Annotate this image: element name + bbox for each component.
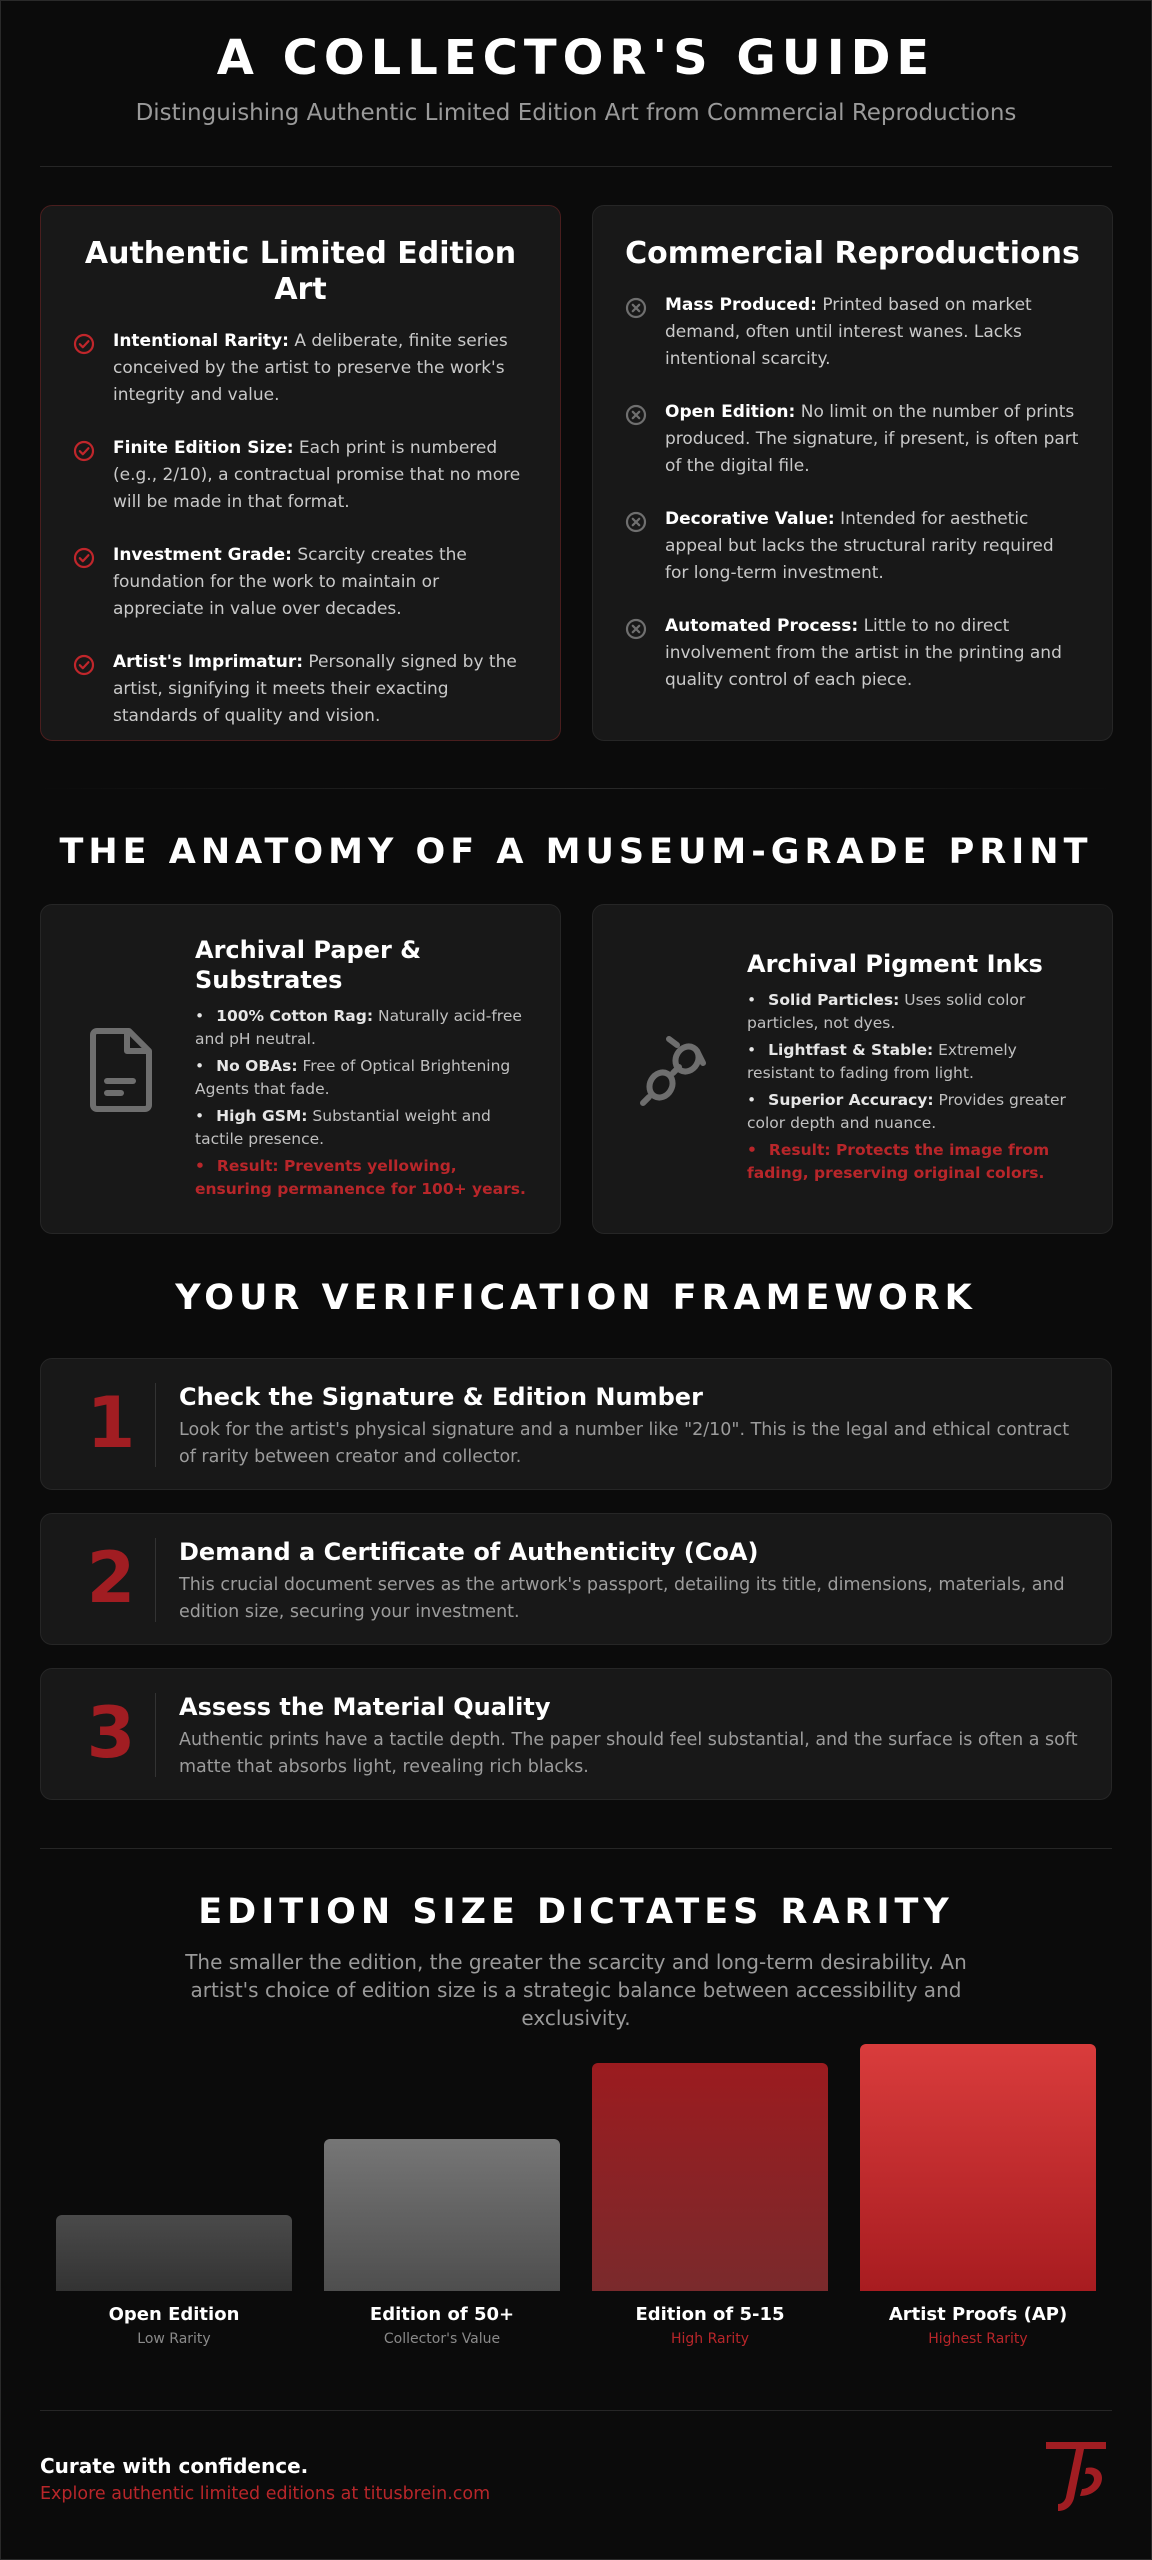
item-label: Finite Edition Size: — [113, 438, 294, 458]
x-circle-icon — [625, 404, 647, 426]
item-description: Each print is numbered (e.g., 2/10), a contractual promise that no more will be made in that format. — [113, 438, 521, 512]
bar-label — [324, 2304, 560, 2347]
bar-open-edition — [56, 2215, 292, 2291]
feature-label: 100% Cotton Rag: — [216, 1007, 374, 1025]
feature-label: Solid Particles: — [768, 991, 900, 1009]
verification-title: YOUR VERIFICATION FRAMEWORK — [175, 1278, 977, 1318]
tb-monogram-logo — [1040, 2438, 1112, 2518]
paper-feature — [195, 1105, 530, 1151]
paper-feature — [195, 1005, 530, 1051]
paper-card — [40, 904, 561, 1234]
commercial-card — [592, 205, 1113, 741]
commercial-title: Commercial Reproductions — [625, 236, 1080, 271]
check-circle-icon — [73, 440, 95, 462]
document-icon — [81, 1025, 161, 1115]
bar-category: Open Edition — [108, 2304, 240, 2325]
authentic-item-text — [113, 435, 528, 516]
feature-text: Uses solid color particles, not dyes. — [747, 991, 1026, 1032]
step-divider — [155, 1383, 156, 1467]
feature-label: Superior Accuracy: — [768, 1091, 934, 1109]
inks-title: Archival Pigment Inks — [747, 950, 1043, 978]
bar-category: Artist Proofs (AP) — [888, 2304, 1068, 2325]
commercial-item-text — [665, 292, 1080, 373]
authentic-item-text — [113, 649, 528, 730]
inks-feature — [747, 989, 1082, 1035]
bar-label — [860, 2304, 1096, 2347]
step-divider — [155, 1693, 156, 1777]
verification-step — [40, 1513, 1112, 1645]
bar-category: Edition of 5-15 — [635, 2304, 785, 2325]
feature-text: Extremely resistant to fading from light. — [747, 1041, 1017, 1082]
authentic-item — [73, 435, 528, 516]
step-description: Look for the artist's physical signature and a number like "2/10". This is the legal and ethical contract of rarity between creator and collector. — [179, 1420, 1070, 1467]
bar-label — [56, 2304, 292, 2347]
verification-step — [40, 1358, 1112, 1490]
commercial-item-text — [665, 399, 1080, 480]
feature-label: No OBAs: — [216, 1057, 298, 1075]
x-circle-icon — [625, 297, 647, 319]
bar-label — [592, 2304, 828, 2347]
footer-link[interactable]: Explore authentic limited editions at titusbrein.com — [40, 2484, 491, 2504]
step-divider — [155, 1538, 156, 1622]
x-circle-icon — [625, 618, 647, 640]
bar-sublabel: Highest Rarity — [928, 2331, 1028, 2347]
commercial-item-text — [665, 506, 1080, 587]
feature-label: High GSM: — [216, 1107, 308, 1125]
step-description: This crucial document serves as the artwork's passport, detailing its title, dimensions, materials, and edition size, securing your investment. — [179, 1575, 1065, 1622]
item-label: Intentional Rarity: — [113, 331, 289, 351]
authentic-title: Authentic Limited Edition Art — [84, 236, 517, 307]
item-label: Artist's Imprimatur: — [113, 652, 303, 672]
feature-text: Substantial weight and tactile presence. — [195, 1107, 491, 1148]
rarity-title: EDITION SIZE DICTATES RARITY — [198, 1892, 954, 1932]
feature-text: Free of Optical Brightening Agents that fade. — [195, 1057, 511, 1098]
item-description: Personally signed by the artist, signifying it meets their exacting standards of quality and vision. — [113, 652, 517, 726]
item-label: Open Edition: — [665, 402, 796, 422]
footer-tagline: Curate with confidence. — [40, 2454, 309, 2478]
step-title: Assess the Material Quality — [179, 1693, 551, 1721]
item-description: A deliberate, finite series conceived by the artist to preserve the work's integrity and value. — [113, 331, 508, 405]
item-description: Little to no direct involvement from the artist in the printing and quality control of each piece. — [665, 616, 1062, 690]
step-number: 3 — [86, 1692, 136, 1774]
authentic-item — [73, 542, 528, 623]
step-title: Check the Signature & Edition Number — [179, 1383, 703, 1411]
item-label: Investment Grade: — [113, 545, 292, 565]
page-title: A COLLECTOR'S GUIDE — [216, 30, 936, 86]
authentic-card — [40, 205, 561, 741]
x-circle-icon — [625, 511, 647, 533]
inks-feature — [747, 1039, 1082, 1085]
header — [0, 30, 1152, 126]
step-number: 1 — [86, 1382, 136, 1464]
inks-result: • Result: Protects the image from fading, preserving original colors. — [747, 1139, 1082, 1185]
item-description: Scarcity creates the foundation for the work to maintain or appreciate in value over decades. — [113, 545, 467, 619]
bar-category: Edition of 50+ — [369, 2304, 515, 2325]
bar-edition-of-50 — [324, 2139, 560, 2291]
bar-sublabel: Collector's Value — [383, 2331, 501, 2347]
page-subtitle: Distinguishing Authentic Limited Edition Art from Commercial Reproductions — [135, 100, 1017, 126]
inks-card — [592, 904, 1113, 1234]
bar-edition-of-5-15 — [592, 2063, 828, 2291]
bar-sublabel: High Rarity — [670, 2331, 750, 2347]
item-description: Intended for aesthetic appeal but lacks the structural rarity required for long-term investment. — [665, 509, 1054, 583]
check-circle-icon — [73, 547, 95, 569]
item-description: No limit on the number of prints produced. The signature, if present, is often part of the digital file. — [665, 402, 1079, 476]
commercial-item — [625, 292, 1080, 373]
authentic-item — [73, 328, 528, 409]
authentic-item-text — [113, 328, 528, 409]
paper-title: Archival Paper & Substrates — [195, 936, 422, 994]
divider — [40, 2410, 1112, 2411]
bar-artist-proofs-ap — [860, 2044, 1096, 2291]
paper-feature — [195, 1055, 530, 1101]
check-circle-icon — [73, 333, 95, 355]
feature-label: Lightfast & Stable: — [768, 1041, 934, 1059]
step-title: Demand a Certificate of Authenticity (CoA) — [179, 1538, 759, 1566]
item-description: Printed based on market demand, often until interest wanes. Lacks intentional scarcity. — [665, 295, 1032, 369]
anatomy-title: THE ANATOMY OF A MUSEUM-GRADE PRINT — [59, 832, 1093, 872]
commercial-item — [625, 613, 1080, 694]
feature-text: Naturally acid-free and pH neutral. — [195, 1007, 522, 1048]
divider — [40, 788, 1112, 789]
item-label: Automated Process: — [665, 616, 859, 636]
step-number: 2 — [86, 1537, 136, 1619]
commercial-item — [625, 506, 1080, 587]
ink-drops-icon — [633, 1025, 713, 1115]
feature-text: Provides greater color depth and nuance. — [747, 1091, 1066, 1132]
step-description: Authentic prints have a tactile depth. The paper should feel substantial, and the surface is often a soft matte that absorbs light, revealing rich blacks. — [179, 1730, 1078, 1777]
bar-sublabel: Low Rarity — [137, 2331, 211, 2347]
rarity-intro: The smaller the edition, the greater the scarcity and long-term desirability. An artist's choice of edition size is a strategic balance between accessibility and exclusivity. — [185, 1950, 967, 2030]
authentic-item — [73, 649, 528, 730]
paper-result: • Result: Prevents yellowing, ensuring permanence for 100+ years. — [195, 1155, 530, 1201]
verification-step — [40, 1668, 1112, 1800]
item-label: Decorative Value: — [665, 509, 835, 529]
inks-feature — [747, 1089, 1082, 1135]
divider — [40, 1848, 1112, 1849]
authentic-item-text — [113, 542, 528, 623]
item-label: Mass Produced: — [665, 295, 817, 315]
commercial-item — [625, 399, 1080, 480]
check-circle-icon — [73, 654, 95, 676]
commercial-item-text — [665, 613, 1080, 694]
divider — [40, 166, 1112, 167]
